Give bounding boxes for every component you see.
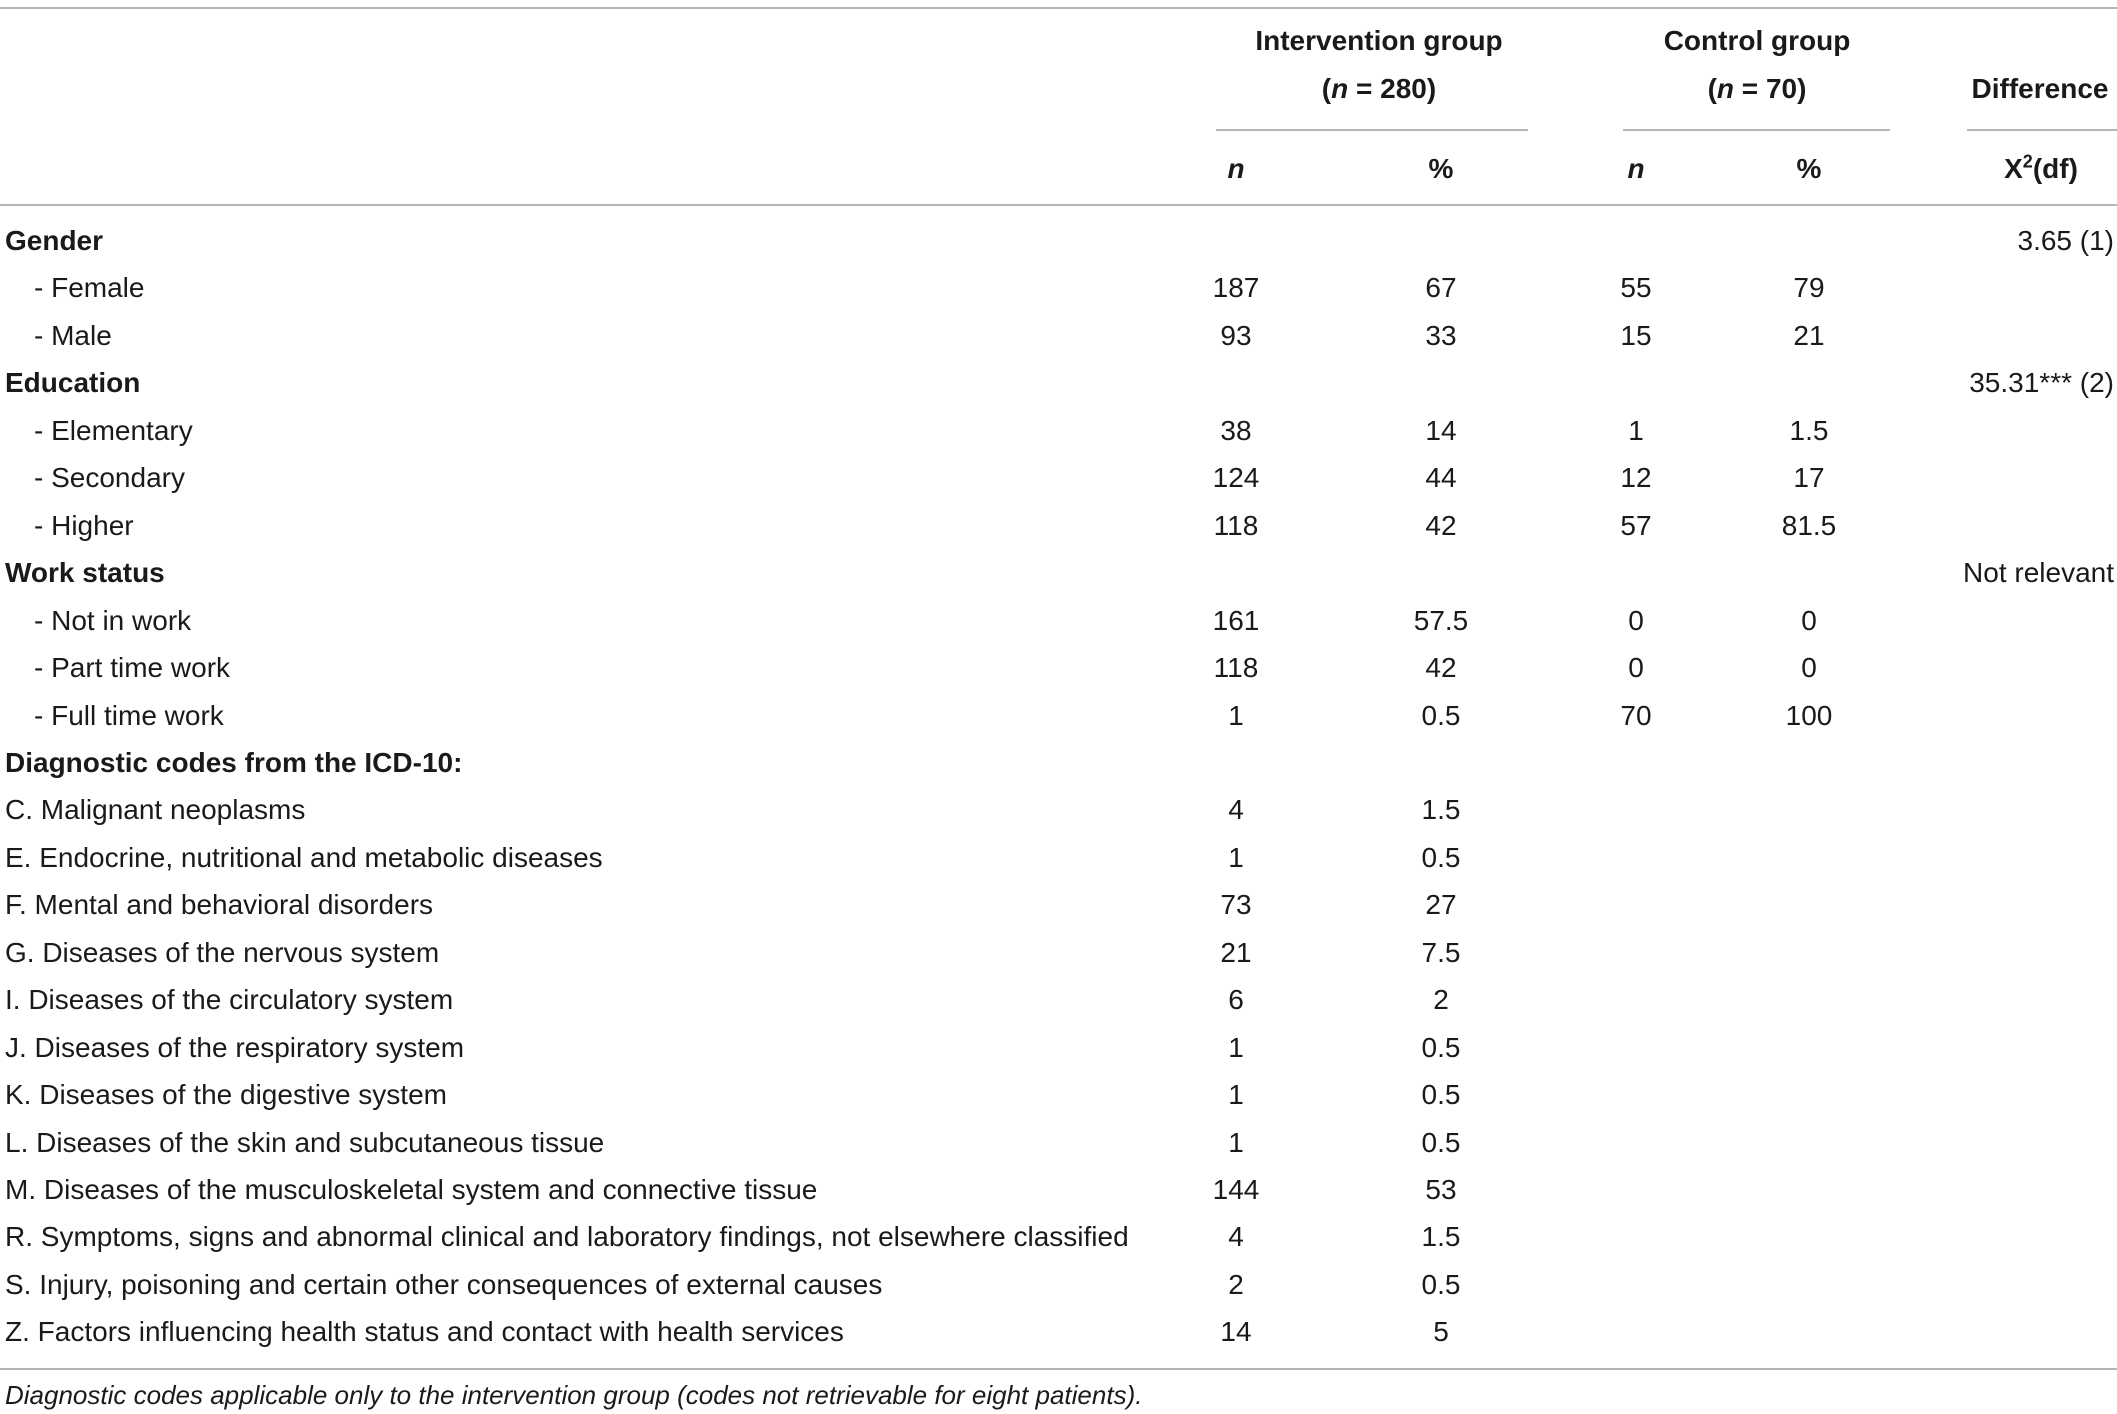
- intervention-header-rule: [1216, 129, 1528, 131]
- row-label: - Higher: [34, 510, 134, 541]
- intervention-n-cell: 21: [1220, 937, 1252, 968]
- control-pct-cell: 1.5: [1789, 415, 1829, 446]
- intervention-pct-cell: 2: [1433, 984, 1449, 1015]
- row-label: L. Diseases of the skin and subcutaneous tissue: [5, 1127, 605, 1158]
- control-pct-cell: 21: [1793, 320, 1825, 351]
- control-pct-cell: 17: [1793, 462, 1825, 493]
- table-footnote: Diagnostic codes applicable only to the intervention group (codes not retrievable for eight patients).: [5, 1380, 1143, 1410]
- intervention-pct-cell: 53: [1425, 1174, 1457, 1205]
- table-bottom-rule: [0, 1368, 2117, 1370]
- intervention-n-cell: 161: [1212, 605, 1260, 636]
- row-label: - Female: [34, 272, 145, 303]
- row-section-label: Work status: [5, 557, 165, 588]
- control-pct-cell: 0: [1801, 652, 1817, 683]
- control-n-cell: 70: [1620, 700, 1652, 731]
- intervention-n-cell: 1: [1228, 1127, 1244, 1158]
- intervention-n-cell: 124: [1212, 462, 1260, 493]
- difference-header-rule: [1967, 129, 2117, 131]
- intervention-n-cell: 1: [1228, 700, 1244, 731]
- control-n-cell: 55: [1620, 272, 1652, 303]
- row-label: - Male: [34, 320, 112, 351]
- control-n-col-header: n: [1627, 153, 1645, 184]
- control-n-header: (n = 70): [1707, 73, 1807, 104]
- intervention-pct-cell: 44: [1425, 462, 1457, 493]
- row-label: G. Diseases of the nervous system: [5, 937, 440, 968]
- row-label: E. Endocrine, nutritional and metabolic diseases: [5, 842, 603, 873]
- control-n-cell: 15: [1620, 320, 1652, 351]
- row-label: M. Diseases of the musculoskeletal system and connective tissue: [5, 1174, 818, 1205]
- chi-square-col-header: $X^2(df)$: [2004, 151, 2078, 184]
- intervention-n-cell: 2: [1228, 1269, 1244, 1300]
- row-section-label: Education: [5, 367, 141, 398]
- intervention-n-cell: 118: [1213, 510, 1259, 541]
- difference-header: Difference: [1971, 73, 2109, 104]
- row-label: C. Malignant neoplasms: [5, 794, 306, 825]
- header-bottom-rule: [0, 204, 2117, 206]
- row-label: - Part time work: [34, 652, 231, 683]
- intervention-n-cell: 93: [1220, 320, 1252, 351]
- row-section-label: Gender: [5, 225, 104, 256]
- intervention-pct-cell: 27: [1425, 889, 1457, 920]
- intervention-pct-cell: 0.5: [1421, 700, 1461, 731]
- intervention-pct-cell: 0.5: [1421, 1127, 1461, 1158]
- intervention-pct-cell: 0.5: [1421, 842, 1461, 873]
- intervention-n-cell: 6: [1228, 984, 1244, 1015]
- intervention-pct-cell: 0.5: [1421, 1269, 1461, 1300]
- intervention-pct-cell: 0.5: [1421, 1032, 1461, 1063]
- control-header-rule: [1623, 129, 1890, 131]
- intervention-n-cell: 14: [1220, 1316, 1252, 1347]
- intervention-n-cell: 4: [1228, 794, 1244, 825]
- control-pct-cell: 0: [1801, 605, 1817, 636]
- intervention-n-cell: 4: [1228, 1221, 1244, 1252]
- intervention-pct-cell: 5: [1433, 1316, 1449, 1347]
- control-pct-cell: 79: [1793, 272, 1825, 303]
- intervention-pct-cell: 42: [1425, 510, 1457, 541]
- row-label: I. Diseases of the circulatory system: [5, 984, 454, 1015]
- row-label: - Full time work: [34, 700, 224, 731]
- intervention-group-header: Intervention group: [1255, 25, 1503, 56]
- row-label: Z. Factors influencing health status and contact with health services: [5, 1316, 844, 1347]
- control-n-cell: 57: [1620, 510, 1652, 541]
- intervention-n-cell: 1: [1228, 842, 1244, 873]
- control-n-cell: 1: [1628, 415, 1644, 446]
- intervention-n-cell: 73: [1220, 889, 1252, 920]
- control-n-cell: 12: [1620, 462, 1652, 493]
- intervention-n-cell: 187: [1212, 272, 1260, 303]
- intervention-pct-cell: 33: [1425, 320, 1457, 351]
- intervention-pct-cell: 67: [1425, 272, 1457, 303]
- intervention-n-header: (n = 280): [1321, 73, 1437, 104]
- intervention-n-cell: 1: [1228, 1079, 1244, 1110]
- intervention-pct-cell: 1.5: [1421, 794, 1461, 825]
- row-label: - Not in work: [34, 605, 192, 636]
- intervention-n-cell: 118: [1213, 652, 1259, 683]
- intervention-pct-cell: 1.5: [1421, 1221, 1461, 1252]
- intervention-pct-cell: 14: [1425, 415, 1457, 446]
- intervention-pct-col-header: %: [1428, 153, 1454, 184]
- intervention-pct-cell: 42: [1425, 652, 1457, 683]
- intervention-pct-cell: 7.5: [1421, 937, 1461, 968]
- row-label: - Secondary: [34, 462, 185, 493]
- intervention-n-cell: 144: [1212, 1174, 1260, 1205]
- control-pct-col-header: %: [1796, 153, 1822, 184]
- row-label: - Elementary: [34, 415, 193, 446]
- row-label: J. Diseases of the respiratory system: [5, 1032, 465, 1063]
- intervention-n-cell: 38: [1220, 415, 1252, 446]
- control-group-header: Control group: [1663, 25, 1851, 56]
- intervention-n-cell: 1: [1228, 1032, 1244, 1063]
- control-n-cell: 0: [1628, 652, 1644, 683]
- table-top-rule: [0, 7, 2117, 9]
- control-n-cell: 0: [1628, 605, 1644, 636]
- control-pct-cell: 81.5: [1781, 510, 1837, 541]
- row-label: F. Mental and behavioral disorders: [5, 889, 434, 920]
- difference-cell: 35.31*** (2): [1969, 367, 2114, 398]
- intervention-n-col-header: n: [1227, 153, 1245, 184]
- control-pct-cell: 100: [1785, 700, 1833, 731]
- difference-cell: 3.65 (1): [2017, 225, 2114, 256]
- row-section-label: Diagnostic codes from the ICD-10:: [5, 747, 463, 778]
- row-label: K. Diseases of the digestive system: [5, 1079, 447, 1110]
- difference-cell: Not relevant: [1963, 557, 2114, 588]
- intervention-pct-cell: 57.5: [1413, 605, 1469, 636]
- row-label: S. Injury, poisoning and certain other consequences of external causes: [5, 1269, 883, 1300]
- row-label: R. Symptoms, signs and abnormal clinical and laboratory findings, not elsewhere classified: [5, 1221, 1129, 1252]
- intervention-pct-cell: 0.5: [1421, 1079, 1461, 1110]
